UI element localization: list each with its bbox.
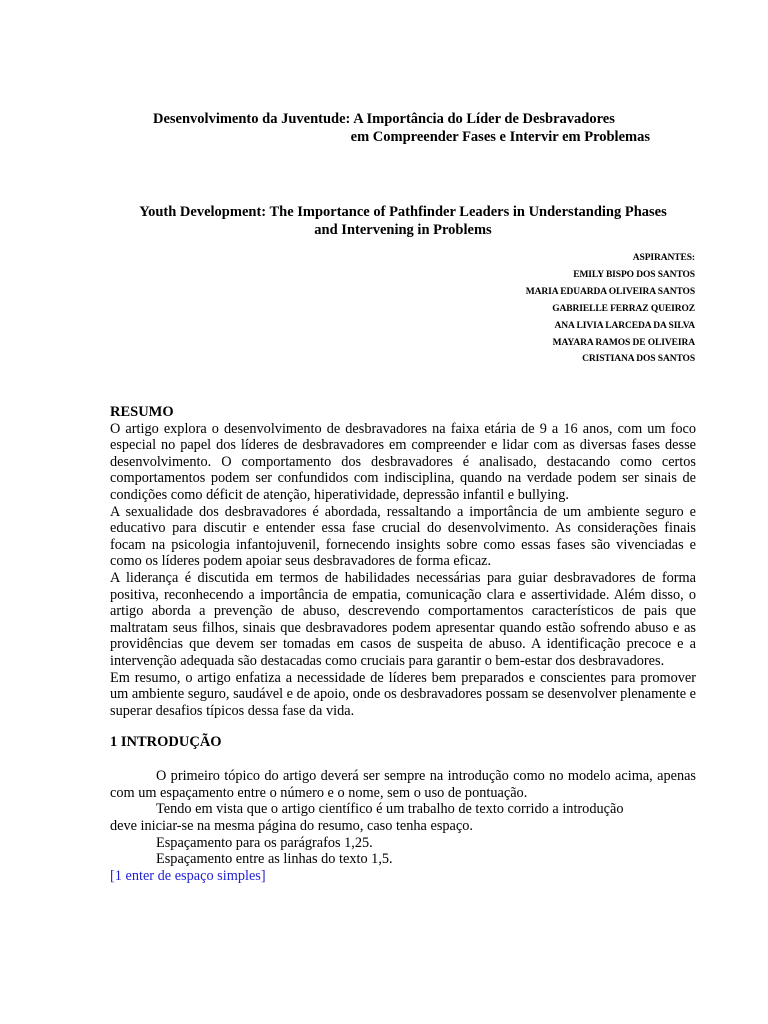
intro-paragraph: Espaçamento entre as linhas do texto 1,5.	[156, 851, 393, 868]
author-name: ANA LIVIA LARCEDA DA SILVA	[554, 320, 695, 331]
intro-paragraph-line: Tendo em vista que o artigo científico é um trabalho de texto corrido a introdução	[156, 801, 624, 818]
author-name: CRISTIANA DOS SANTOS	[582, 354, 695, 365]
author-name: EMILY BISPO DOS SANTOS	[573, 269, 695, 280]
intro-heading: 1 INTRODUÇÃO	[110, 734, 222, 751]
body-content	[110, 404, 696, 884]
title-en-line1: Youth Development: The Importance of Pathfinder Leaders in Understanding Phases	[139, 204, 667, 220]
intro-paragraph: Espaçamento para os parágrafos 1,25.	[156, 834, 373, 851]
title-pt-line1: Desenvolvimento da Juventude: A Importância do Líder de Desbravadores	[153, 111, 615, 127]
resumo-heading: RESUMO	[110, 404, 174, 420]
authors-block	[295, 250, 695, 368]
spacing-note: [1 enter de espaço simples]	[110, 867, 266, 884]
intro-paragraph-line: deve iniciar-se na mesma página do resumo, caso tenha espaço.	[110, 818, 473, 835]
resumo-paragraph: Em resumo, o artigo enfatiza a necessidade de líderes bem preparados e conscientes para promover um ambiente seguro, saudável e de apoio, onde os desbravadores possam se desenvolver plenamente e superar desafios típicos dessa fase da vida.	[110, 669, 696, 719]
resumo-paragraph: A liderança é discutida em termos de habilidades necessárias para guiar desbravadores de forma positiva, reconhecendo a importância de empatia, comunicação clara e assertividade. Além disso, o artigo aborda a prevenção de abuso, descrevendo comportamentos característicos de pais que maltratam seus filhos, sinais que desbravadores podem apresentar quando estão sofrendo abuso e as providências que devem ser tomadas em casos de suspeita de abuso. A identificação precoce e a intervenção adequada são destacadas como cruciais para garantir o bem-estar dos desbravadores.	[110, 569, 696, 669]
resumo-paragraph: O artigo explora o desenvolvimento de desbravadores na faixa etária de 9 a 16 anos, com um foco especial no papel dos líderes de desbravadores em compreender e lidar com as diversas fases desse desenvolvimento. O comportamento dos desbravadores é analisado, destacando como certos comportamentos podem ser confundidos com indisciplina, quando na verdade podem ser sinais de condições como déficit de atenção, hiperatividade, depressão infantil e bullying.	[110, 420, 696, 503]
author-name: MAYARA RAMOS DE OLIVEIRA	[552, 337, 695, 348]
title-portuguese	[110, 110, 696, 146]
author-name: MARIA EDUARDA OLIVEIRA SANTOS	[525, 286, 695, 297]
title-pt-line2: em Compreender Fases e Intervir em Problemas	[350, 129, 650, 145]
resumo-paragraph: A sexualidade dos desbravadores é abordada, ressaltando a importância de um ambiente seguro e educativo para discutir e entender essa fase crucial do desenvolvimento. As considerações finais focam na psicologia infantojuvenil, fornecendo insights sobre como essas fases são vivenciadas e como os líderes podem apoiar seus desbravadores de forma eficaz.	[110, 503, 696, 570]
author-name: GABRIELLE FERRAZ QUEIROZ	[552, 303, 695, 314]
intro-paragraph: O primeiro tópico do artigo deverá ser sempre na introdução como no modelo acima, apenas com um espaçamento entre o número e o nome, sem o uso de pontuação.	[110, 768, 696, 801]
authors-heading: ASPIRANTES:	[632, 253, 695, 263]
title-en-line2: and Intervening in Problems	[314, 222, 492, 238]
title-english	[110, 203, 696, 239]
